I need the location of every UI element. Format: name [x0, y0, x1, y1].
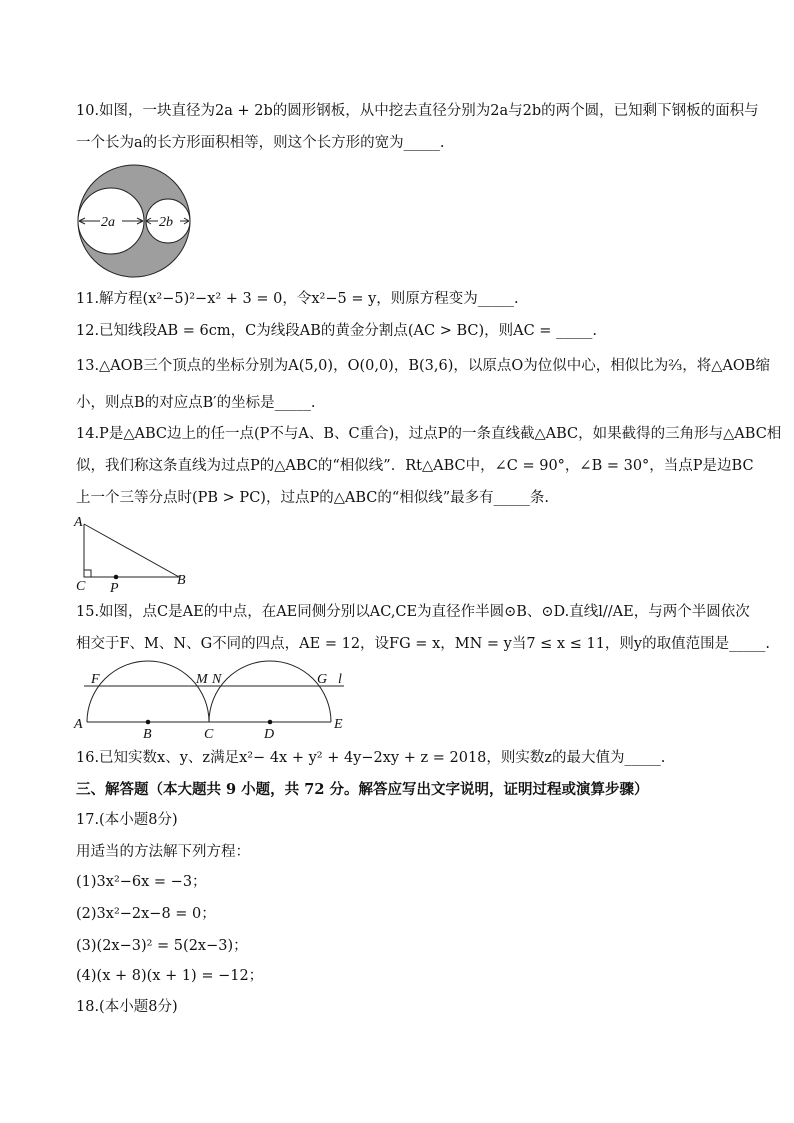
point-p — [114, 575, 119, 580]
center-b — [146, 720, 151, 725]
q17-part-1: (1)3x²−6x = −3； — [76, 874, 207, 890]
q14-line-2: 似，我们称这条直线为过点P的△ABC的“相似线”．Rt△ABC中，∠C = 90°，∠B = 30°，当点P是边BC — [76, 458, 754, 474]
label-d: D — [264, 727, 275, 742]
q17-instruction: 用适当的方法解下列方程： — [76, 844, 250, 860]
q15-line-1: 15.如图，点C是AE的中点，在AE同侧分别以AC,CE为直径作半圆⊙B、⊙D.直线l//AE，与两个半圆依次 — [76, 604, 750, 620]
q10-line-2: 一个长为a的长方形面积相等，则这个长方形的宽为_____. — [76, 135, 445, 151]
q11-line: 11.解方程(x²−5)²−x² + 3 = 0，令x²−5 = y，则原方程变为_____. — [76, 291, 519, 307]
label-c: C — [204, 727, 214, 742]
q16-line: 16.已知实数x、y、z满足x²− 4x + y² + 4y−2xy + z = 2018，则实数z的最大值为_____. — [76, 750, 666, 766]
q14-line-3: 上一个三等分点时(PB > PC)，过点P的△ABC的“相似线”最多有_____条. — [76, 490, 550, 506]
q17-heading: 17.(本小题8分) — [76, 812, 178, 828]
label-a: A — [74, 717, 83, 732]
q10-line-1: 10.如图，一块直径为2a + 2b的圆形钢板，从中挖去直径分别为2a与2b的两个圆，已知剩下钢板的面积与 — [76, 103, 759, 119]
q12-line: 12.已知线段AB = 6cm，C为线段AB的黄金分割点(AC > BC)，则AC = _____. — [76, 323, 597, 339]
label-b: B — [177, 573, 186, 588]
label-g: G — [317, 672, 328, 687]
label-l: l — [338, 672, 342, 687]
label-f: F — [91, 672, 100, 687]
label-n: N — [212, 672, 222, 687]
q10-circle-figure — [76, 165, 196, 277]
center-d — [268, 720, 273, 725]
label-2b: 2b — [159, 215, 173, 230]
q15-line-2: 相交于F、M、N、G不同的四点，AE = 12，设FG = x，MN = y当7 ≤ x ≤ 11，则y的取值范围是_____. — [76, 636, 770, 652]
label-m: M — [196, 672, 208, 687]
q17-part-4: (4)(x + 8)(x + 1) = −12； — [76, 968, 264, 984]
label-2a: 2a — [101, 215, 115, 230]
q13-line-1: 13.△AOB三个顶点的坐标分别为A(5,0)，O(0,0)，B(3,6)，以原点O为位似中心，相似比为²⁄₃，将△AOB缩 — [76, 358, 770, 374]
q14-line-1: 14.P是△ABC边上的任一点(P不与A、B、C重合)，过点P的一条直线截△ABC，如果截得的三角形与△ABC相 — [76, 426, 782, 442]
q17-part-3: (3)(2x−3)² = 5(2x−3)； — [76, 938, 248, 954]
q15-semicircles-figure — [72, 660, 352, 740]
q13-line-2: 小，则点B的对应点B′的坐标是_____. — [76, 395, 316, 411]
q14-triangle-figure — [72, 512, 197, 594]
label-a: A — [74, 515, 83, 530]
section-3-heading: 三、解答题（本大题共 9 小题，共 72 分。解答应写出文字说明，证明过程或演算步骤） — [76, 781, 649, 798]
label-c: C — [76, 579, 86, 594]
label-b: B — [143, 727, 152, 742]
label-p: P — [110, 581, 119, 596]
q18-heading: 18.(本小题8分) — [76, 999, 178, 1015]
q17-part-2: (2)3x²−2x−8 = 0； — [76, 906, 216, 922]
label-e: E — [334, 717, 343, 732]
